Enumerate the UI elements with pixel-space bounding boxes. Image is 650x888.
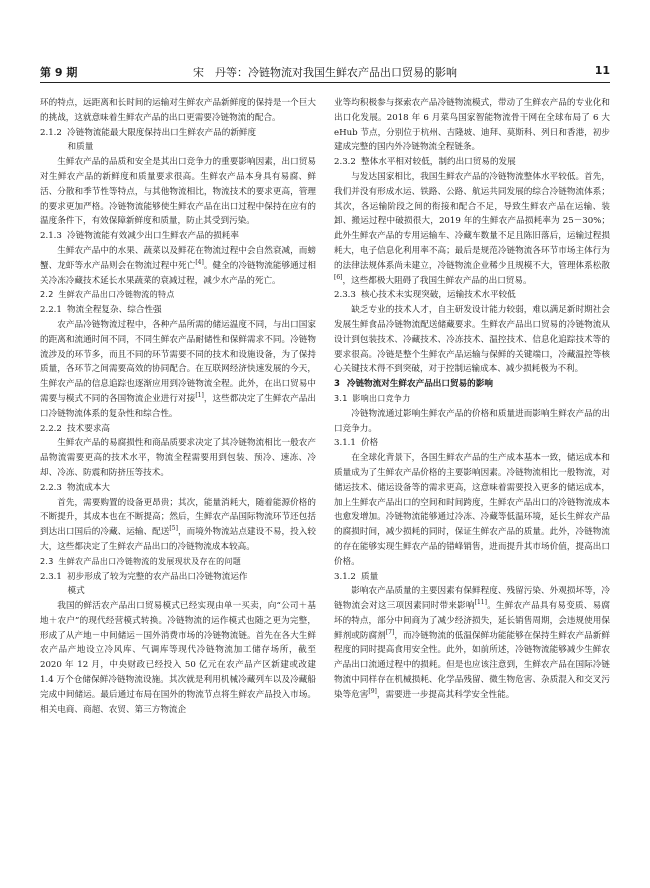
section-title: 生鲜农产品出口冷链物流的发展现状及存在的问题 (58, 556, 242, 566)
paragraph: 缺乏专业的技术人才，自主研发设计能力较弱，难以满足新时期社会发展生鲜食品冷链物流配送储藏要求。生鲜农产品出口贸易的冷链物流从设计到包装技术、冷藏技术、冷冻技术、温控技术、信息化追踪技术等的要求很高。冷链是整个生鲜农产品运输与保鲜的关键端口，冷藏温控等核心关键技术得不到突破，对于控制运输成本、减少损耗极为不利。 (334, 305, 610, 375)
citation-ref: [1] (195, 392, 204, 400)
body-columns (40, 96, 610, 866)
paragraph-text: ，需要进一步提高其科学安全性能。 (376, 689, 515, 700)
paragraph: 环的特点，远距离和长时间的运输对生鲜农产品新鲜度的保持是一个巨大的挑战，这就意味着生鲜农产品的出口更需要冷链物流的配合。 (40, 98, 316, 123)
paragraph-text: ，这些都决定了生鲜农产品出口冷链物流体系的复杂性和综合性。 (40, 393, 316, 419)
paragraph (334, 170, 610, 288)
paragraph: 生鲜农产品的易腐损性和商品质要求决定了其冷链物流相比一般农产品物流需要更高的技术水平，物流全程需要用到包装、预冷、速冻、冷却、冷冻、防震和防挤压等技术。 (40, 438, 316, 478)
section-title: 技术要求高 (67, 423, 111, 434)
section-title: 物流成本大 (67, 482, 111, 493)
section-title: 影响出口竞争力 (352, 393, 411, 403)
paragraph: 冷链物流通过影响生鲜农产品的价格和质量进而影响生鲜农产品的出口竞争力。 (334, 408, 610, 434)
left-column (40, 96, 316, 717)
section-heading-2-3 (40, 555, 316, 570)
section-number: 2.1.2 (40, 127, 62, 138)
section-number: 3.1.1 (334, 438, 356, 449)
subsection-heading-3-1-2 (334, 570, 610, 585)
paragraph-text: 首先，需要购置的设备更昂贵；其次，能量消耗大，随着能源价格的不断提升，其成本也在不断提高；然后，生鲜农产品国际物流环节还包括到达出口国后的冷藏、运输、配送 (40, 497, 316, 538)
section-heading-3 (334, 377, 610, 392)
paragraph: 生鲜农产品的品质和安全是其出口竞争力的重要影响因素，出口贸易对生鲜农产品的新鲜度和质量要求很高。生鲜农产品本身具有易腐、鲜活、分散和季节性等特点，与其他物流相比，物流技术的要求更高，管理的要求更加严格。冷链物流能够使生鲜农产品在出口过程中保持在应有的温度条件下，有效保障新鲜度和质量，防止其受到污染。 (40, 157, 316, 227)
citation-ref: [6] (334, 273, 343, 281)
paragraph (40, 244, 316, 288)
right-column (334, 96, 610, 703)
section-heading-3-1 (334, 392, 610, 407)
section-title: 核心技术未实现突破，运输技术水平较低 (361, 290, 516, 301)
citation-ref: [4] (195, 258, 204, 266)
citation-ref: [7] (385, 628, 395, 636)
paragraph-text: 。健全的冷链物流能够通过相关冷冻冷藏技术延长水果蔬菜的衰减过程，减少水产品的死亡。 (40, 260, 316, 286)
section-title: 冷链物流能最大限度保持出口生鲜农产品的新鲜度 (67, 127, 257, 138)
paragraph (334, 584, 610, 702)
section-title-continued: 模式 (67, 586, 85, 597)
paragraph (40, 318, 316, 422)
paragraph: 在全球化背景下，各国生鲜农产品的生产成本基本一致，储运成本和质量成为了生鲜农产品价格的主要影响因素。冷链物流相比一般物流，对储运技术、储运设备等的需求更高，这意味着需要投入更多的储运成本，加上生鲜农产品出口的空间和时间跨度，生鲜农产品出口的冷链物流成本也愈发增加。冷链物流能够通过冷冻、冷藏等低温环境，延长生鲜农产品的腐损时间，减少损耗的同时，保证生鲜农产品的质量。此外，冷链物流的存在能够实现生鲜农产品的错峰销售，进而提升其市场价值，提高出口价格。 (334, 453, 610, 567)
section-heading-2-2 (40, 288, 316, 303)
running-title: 宋 丹等：冷链物流对我国生鲜农产品出口贸易的影响 (193, 66, 457, 79)
issue-label: 第 9 期 (40, 66, 78, 79)
paragraph (40, 496, 316, 555)
section-title: 冷链物流对生鲜农产品出口贸易的影响 (346, 379, 493, 390)
section-number: 2.3 (40, 556, 54, 566)
section-number: 2.2.1 (40, 305, 62, 316)
paragraph-text: 与发达国家相比，我国生鲜农产品的冷链物流整体水平较低。首先，我们并没有形成水运、铁路、公路、航运共同发展的综合冷链物流体系；其次，各运输阶段之间的衔接和配合不足，导致生鲜农产品在运输、装卸、搬运过程中破损很大，2019 年的生鲜农产品损耗率为 25－30%；此外生鲜农产品的专用运输车、冷藏车数量不足且陈旧落后，运输过程损耗大，电子信息化利用率不高；最后是规范冷链物流各环节市场主体行为的法律法规体系尚未建立，冷链物流企业稀少且规模不大，管理体系松散 (334, 171, 610, 271)
paragraph-text: ，而境外物流站点建设不易，投入较大，这些都决定了生鲜农产品出口的冷链物流成本较高。 (40, 527, 316, 552)
section-number: 3.1.2 (334, 571, 356, 582)
section-number: 2.2 (40, 290, 54, 300)
subsection-heading-2-3-3 (334, 288, 610, 303)
section-number: 2.2.2 (40, 423, 62, 434)
section-number: 2.3.2 (334, 157, 356, 168)
citation-ref: [11] (474, 599, 487, 607)
section-title: 初步形成了较为完整的农产品出口冷链物流运作 (67, 571, 248, 582)
subsection-heading-2-2-3 (40, 481, 316, 496)
paragraph-text: 农产品冷链物流过程中，各种产品所需的储运温度不同，与出口国家的距离和流通时间不同，不同生鲜农产品耐储性和保鲜需求不同。冷链物流涉及的环节多，而且不同的环节需要不同的技术和设施设备，为了保持质量，各环节之间需要高效的协同配合。在互联网经济快速发展的今天，生鲜农产品的信息追踪也逐渐应用到冷链物流全程。此外，在出口贸易中需要与模式不同的各国物流企业进行对接 (40, 319, 316, 404)
section-number: 3.1 (334, 393, 348, 403)
section-title: 物流全程复杂、综合性强 (67, 305, 162, 316)
section-title: 价格 (361, 438, 379, 449)
subsection-heading-2-2-2 (40, 422, 316, 437)
section-number: 3 (334, 379, 340, 390)
paragraph: 我国的鲜活农产品出口贸易模式已经实现由单一买卖，向“公司＋基地＋农户”的现代经营模式转换。冷链物流的运作模式也随之更为完整，形成了从产地－中间储运－国外消费市场的冷链物流链。首先在各大生鲜农产品产地设立冷风库、气调库等现代冷链物流加工储存场所，截至 2020 年 12 月，中央财政已经投入 50 亿元在农产品产区新建或改建 1.4 万个仓储保鲜冷链物流设施。其次就是利用机械冷藏列车以及冷藏船完成中间储运。最后通过布局在国外的物流节点将生鲜农产品投入市场。相关电商、商超、农贸、第三方物流企 (40, 601, 316, 715)
subsection-heading-2-2-1 (40, 303, 316, 318)
section-title: 生鲜农产品出口冷链物流的特点 (58, 290, 175, 300)
section-number: 2.3.3 (334, 290, 356, 301)
paragraph-text: ，而冷链物流的低温保鲜功能能够在保持生鲜农产品新鲜程度的同时提高食用安全性。此外，如前所述，冷链物流能够减少生鲜农产品出口流通过程中的损耗。但是也应该注意到，生鲜农产品在国际冷链物流中同样存在机械损耗、化学品残留、微生物危害、杂质混入和交叉污染等危害 (334, 630, 610, 700)
paragraph-text: 影响农产品质量的主要因素有保鲜程度、残留污染、外观损坏等，冷链物流会对这三项因素同时带来影响 (334, 586, 610, 612)
running-header (40, 60, 610, 83)
section-title: 冷链物流能有效减少出口生鲜农产品的损耗率 (67, 231, 239, 242)
subsection-heading-2-1-3 (40, 229, 316, 244)
paragraph-text: 。生鲜农产品具有易变质、易腐坏的特点，部分中间商为了减少经济损失，延长销售周期，会违规使用保鲜剂或防腐剂 (334, 601, 610, 641)
paragraph-text: ，这些都极大阻碍了我国生鲜农产品的出口贸易。 (342, 275, 532, 286)
section-title: 质量 (361, 571, 379, 582)
paragraph: 业等均积极参与探索农产品冷链物流模式，带动了生鲜农产品的专业化和出口化发展。2018 年 6 月菜鸟国家智能物流骨干网在全球布局了 6 大 eHub 节点，分别位于杭州、吉隆坡、迪拜、莫斯科、列日和香港，初步建成完整的国内外冷链物流全程链条。 (334, 98, 610, 153)
citation-ref: [9] (368, 688, 377, 696)
section-title-continued: 和质量 (67, 142, 94, 153)
section-number: 2.1.3 (40, 231, 62, 242)
section-title: 整体水平相对较低，制约出口贸易的发展 (361, 157, 516, 168)
section-number: 2.2.3 (40, 482, 62, 493)
paragraph-text: 生鲜农产品中的水果、蔬菜以及鲜花在物流过程中会自然衰减，而螃蟹、龙虾等水产品则会在物流过程中死亡 (40, 245, 316, 271)
section-number: 2.3.1 (40, 571, 62, 582)
subsection-heading-2-3-2 (334, 155, 610, 170)
subsection-heading-2-1-2 (40, 126, 316, 156)
subsection-heading-2-3-1 (40, 570, 316, 600)
citation-ref: [5] (169, 525, 178, 533)
page-number: 11 (594, 64, 610, 77)
subsection-heading-3-1-1 (334, 436, 610, 451)
